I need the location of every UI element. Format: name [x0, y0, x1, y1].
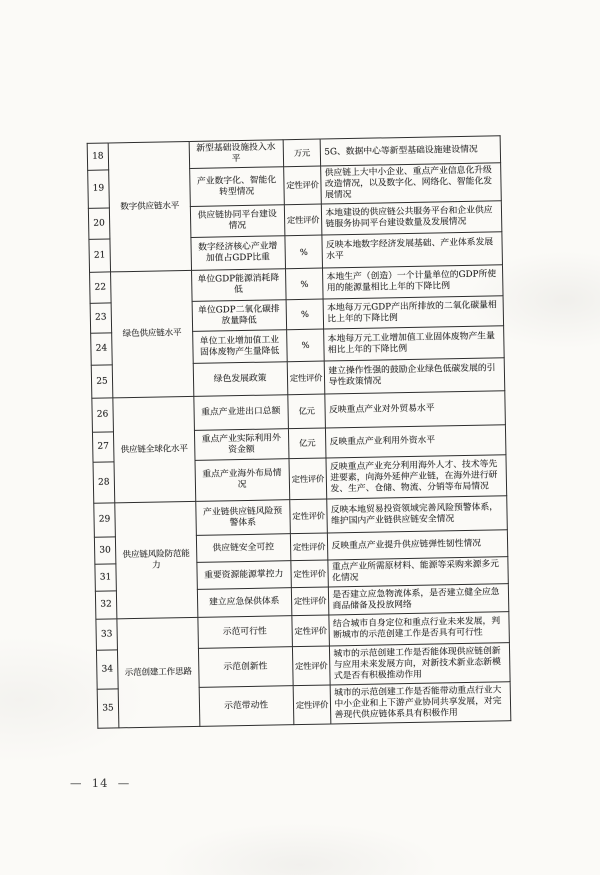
- indicator-cell: 产业数字化、智能化转型情况: [189, 167, 283, 207]
- description-cell: 反映重点产业充分利用海外人才、技术等先进要素，向海外延伸产业链，在海外进行研发、生产、仓储、物流、分销等布局情况: [326, 455, 506, 499]
- unit-cell: %: [286, 329, 324, 362]
- indicator-cell: 单位GDP二氧化碳排放量降低: [192, 300, 286, 332]
- indicator-cell: 单位GDP能源消耗降低: [191, 269, 285, 302]
- row-number-cell: 21: [89, 239, 111, 272]
- row-number-cell: 27: [92, 432, 114, 462]
- description-cell: 本地每万元工业增加值工业固体废物产生量相比上年的下降比例: [324, 326, 504, 361]
- unit-cell: 定性评价: [287, 361, 326, 395]
- description-cell: 供应链上大中小企业、重点产业信息化升级改造情况，以及数字化、网络化、智能化发展情况: [321, 163, 501, 204]
- category-cell: 供应链全球化水平: [113, 396, 196, 502]
- unit-cell: %: [286, 299, 324, 330]
- indicator-cell: 产业链供应链风险预警体系: [196, 500, 290, 536]
- description-cell: 反映重点产业提升供应链弹性韧性情况: [328, 530, 508, 560]
- description-cell: 是否建立应急物流体系，是否建立健全应急商品储备及投放网络: [329, 584, 509, 615]
- unit-cell: 亿元: [287, 394, 326, 429]
- row-number-cell: 24: [91, 333, 113, 365]
- description-cell: 反映本地贸易投资领域完善风险预警体系，维护国内产业链供应链安全情况: [327, 496, 507, 533]
- indicator-cell: 重点产业实际利用外资金额: [194, 429, 288, 461]
- row-number-cell: 20: [88, 208, 110, 239]
- row-number-cell: 31: [95, 564, 116, 591]
- unit-cell: 定性评价: [291, 615, 329, 647]
- unit-cell: 定性评价: [289, 499, 328, 534]
- description-cell: 本地生产（创造）一个计量单位的GDP所使用的能源量相比上年的下降比例: [323, 265, 503, 299]
- row-number-cell: 26: [92, 398, 114, 432]
- unit-cell: 定性评价: [291, 587, 329, 616]
- indicator-cell: 单位工业增加值工业固体废物产生量降低: [192, 330, 286, 364]
- row-number-cell: 29: [94, 503, 116, 537]
- indicator-cell: 重点产业进出口总额: [194, 395, 288, 431]
- unit-cell: 定性评价: [289, 458, 328, 500]
- description-cell: 重点产业所需原材料、能源等采购来源多元化情况: [328, 557, 508, 587]
- indicator-cell: 示范可行性: [198, 616, 292, 649]
- indicator-table: [87, 135, 512, 728]
- unit-cell: %: [285, 268, 323, 300]
- category-cell: 供应链风险防范能力: [115, 501, 198, 618]
- description-cell: 5G、数据中心等新型基础设施建设情况: [321, 136, 501, 166]
- description-cell: 反映重点产业对外贸易水平: [325, 391, 505, 428]
- page-number: — 14 —: [70, 776, 131, 790]
- unit-cell: 万元: [283, 139, 321, 167]
- description-cell: 建立操作性强的鼓励企业绿色低碳发展的引导性政策情况: [325, 358, 505, 394]
- row-number-cell: 28: [93, 462, 115, 503]
- indicator-cell: 建立应急保供体系: [197, 588, 291, 618]
- row-number-cell: 34: [96, 650, 118, 689]
- unit-cell: 定性评价: [284, 204, 322, 236]
- category-cell: 绿色供应链水平: [111, 270, 194, 397]
- description-cell: 反映本地数字经济发展基础、产业体系发展水平: [322, 232, 502, 268]
- row-number-cell: 22: [90, 272, 112, 303]
- row-number-cell: 32: [95, 591, 116, 619]
- unit-cell: 定性评价: [290, 533, 328, 561]
- description-cell: 反映重点产业利用外资水平: [326, 425, 506, 458]
- description-cell: 城市的示范创建工作是否能体现供应链创新与应用未来发展方向，对新技术新业态新模式是否有积极推动作用: [330, 643, 510, 685]
- row-number-cell: 30: [94, 537, 115, 564]
- indicator-cell: 数字经济核心产业增加值占GDP比重: [191, 236, 285, 271]
- indicator-cell: 示范带动性: [199, 686, 293, 727]
- indicator-cell: 重点产业海外布局情况: [195, 459, 290, 502]
- row-number-cell: 23: [90, 303, 112, 333]
- indicator-cell: 绿色发展政策: [193, 362, 287, 397]
- indicator-cell: 供应链安全可控: [196, 534, 290, 563]
- description-cell: 本地建设的供应链公共服务平台和企业供应链服务协同平台建设数量及发展情况: [322, 201, 502, 235]
- row-number-cell: 18: [87, 143, 108, 170]
- description-cell: 结合城市自身定位和重点行业未来发展，判断城市的示范创建工作是否具有可行性: [329, 612, 509, 646]
- category-cell: 示范创建工作思路: [117, 617, 200, 727]
- unit-cell: 定性评价: [292, 646, 331, 686]
- indicator-cell: 示范创新性: [198, 647, 292, 688]
- indicator-cell: 供应链协同平台建设情况: [190, 205, 284, 238]
- indicator-cell: 新型基础设施投入水平: [189, 140, 283, 169]
- unit-cell: %: [284, 235, 323, 269]
- indicator-cell: 重要资源能源掌控力: [197, 561, 291, 590]
- row-number-cell: 33: [96, 619, 118, 650]
- category-cell: 数字供应链水平: [108, 141, 191, 271]
- row-number-cell: 25: [91, 365, 113, 398]
- unit-cell: 定性评价: [290, 560, 328, 588]
- row-number-cell: 35: [97, 689, 119, 728]
- unit-cell: 亿元: [288, 428, 326, 459]
- indicator-table-body: [87, 136, 511, 728]
- row-number-cell: 19: [88, 170, 110, 208]
- unit-cell: 定性评价: [293, 685, 332, 725]
- description-cell: 城市的示范创建工作是否能带动重点行业大中小企业和上下游产业协同共享发展，对完善现代供应链体系具有积极作用: [331, 682, 511, 724]
- unit-cell: 定性评价: [283, 166, 322, 205]
- description-cell: 本地每万元GDP产出所排放的二氧化碳量相比上年的下降比例: [324, 296, 504, 329]
